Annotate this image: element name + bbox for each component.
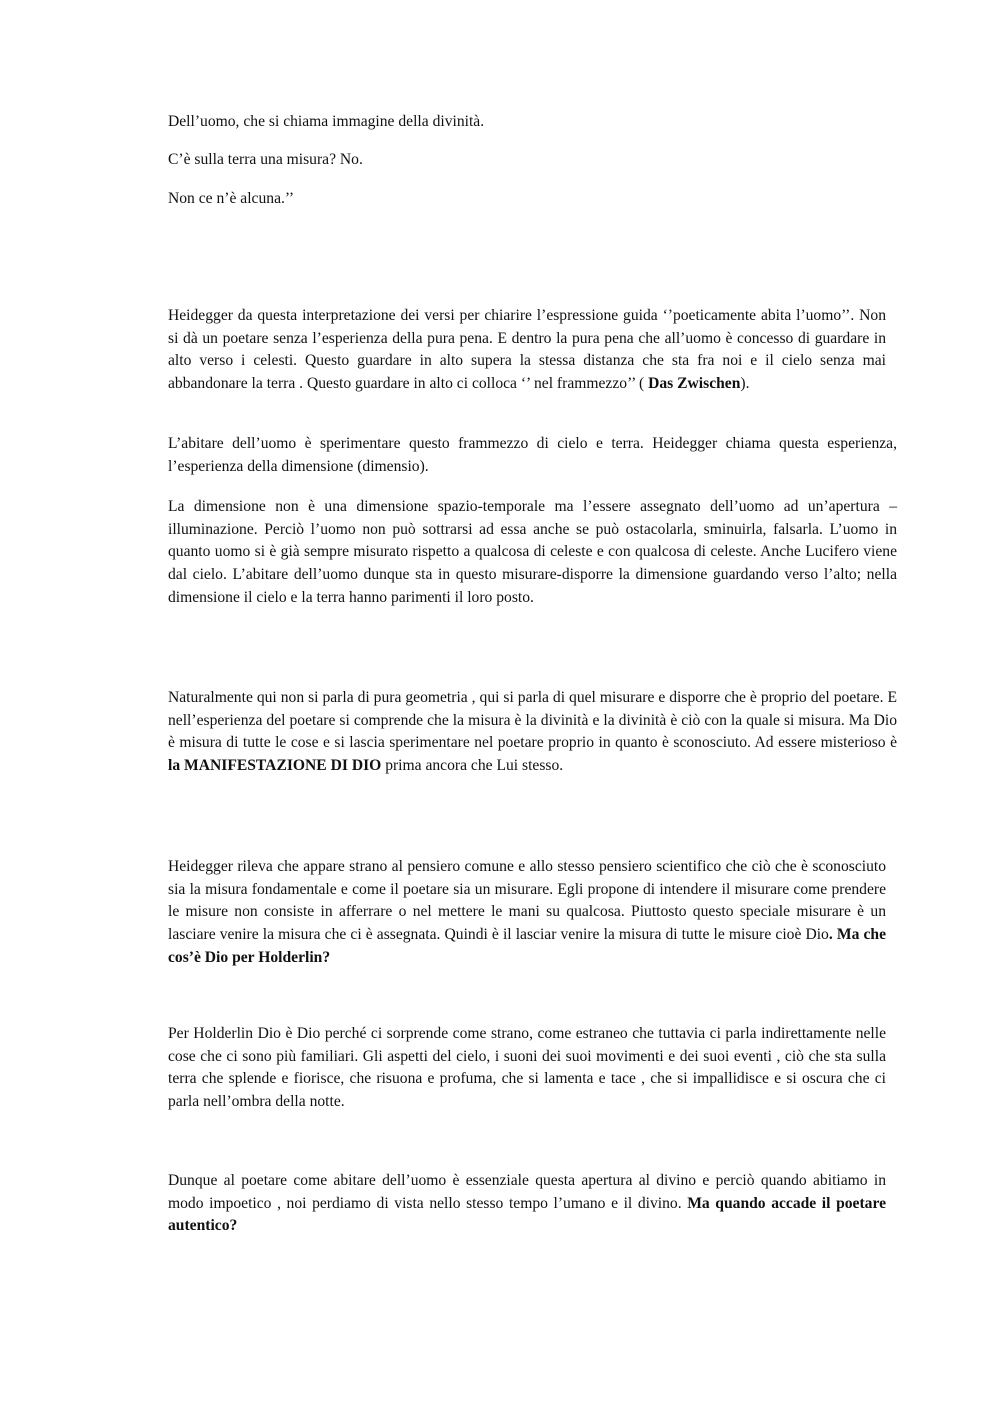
paragraph-5-text: Heidegger rileva che appare strano al pensiero comune e allo stesso pensiero scientifico che ciò che è sconosciuto sia la misura fondamentale e come il poetare sia un misurare. Egli propone di intendere il misurare come prendere le misure non consiste in afferrare o nel mettere le mani su qualcosa. Piuttosto questo speciale misurare è un lasciare venire la misura che ci è assegnata. Quindi è il lasciar venire la misura di tutte le misure cioè Dio: [168, 858, 886, 944]
paragraph-2: [168, 433, 897, 478]
quote-line-2: C’è sulla terra una misura? No.: [168, 151, 363, 168]
paragraph-4-tail: prima ancora che Lui stesso.: [381, 757, 564, 775]
paragraph-4-bold: la MANIFESTAZIONE DI DIO: [168, 757, 382, 775]
paragraph-5-bold: . Ma che cos’è Dio per Holderlin?: [168, 926, 886, 966]
paragraph-7: [168, 1170, 886, 1238]
paragraph-6: [168, 1023, 886, 1114]
paragraph-4: [168, 687, 897, 778]
paragraph-3: [168, 496, 897, 610]
paragraph-7-bold: Ma quando accade il poetare autentico?: [168, 1194, 887, 1235]
paragraph-5: [168, 856, 886, 970]
quote-line-3: Non ce n’è alcuna.’’: [168, 190, 295, 207]
paragraph-1-tail: ).: [740, 375, 750, 393]
paragraph-7-text: Dunque al poetare come abitare dell’uomo è essenziale questa apertura al divino e perciò quando abitiamo in modo impoetico , noi perdiamo di vista nello stesso tempo l’umano e il divino.: [168, 1172, 886, 1212]
paragraph-3-text: La dimensione non è una dimensione spazio-temporale ma l’essere assegnato dell’uomo ad un’apertura –illuminazione. Perciò l’uomo non può sottrarsi ad essa anche se può ostacolarla, sminuirla, falsarla. L’uomo in quanto uomo si è già sempre misurato rispetto a qualcosa di celeste e con qualcosa di celeste. Anche Lucifero viene dal cielo. L’abitare dell’uomo dunque sta in questo misurare-disporre la dimensione guardando verso l’alto; nella dimensione il cielo e la terra hanno parimenti il loro posto.: [168, 498, 897, 606]
paragraph-1-bold: Das Zwischen: [648, 375, 741, 393]
paragraph-1: [168, 305, 886, 396]
paragraph-1-text: Heidegger da questa interpretazione dei versi per chiarire l’espressione guida ‘’poeticamente abita l’uomo’’. Non si dà un poetare senza l’esperienza della pura pena. E dentro la pura pena che all’uomo è concesso di guardare in alto verso i celesti. Questo guardare in alto supera la stessa distanza che sta fra noi e il cielo senza mai abbandonare la terra . Questo guardare in alto ci colloca ‘’ nel frammezzo’’ (: [168, 307, 886, 393]
paragraph-2-text: L’abitare dell’uomo è sperimentare questo frammezzo di cielo e terra. Heidegger chiama questa esperienza, l’esperienza della dimensione (dimensio).: [168, 435, 897, 475]
paragraph-6-text: Per Holderlin Dio è Dio perché ci sorprende come strano, come estraneo che tuttavia ci parla indirettamente nelle cose che ci sono più familiari. Gli aspetti del cielo, i suoni dei suoi movimenti e dei suoi eventi , ciò che sta sulla terra che splende e fiorisce, che risuona e profuma, che si lamenta e tace , che si impallidisce e si oscura che ci parla nell’ombra della notte.: [168, 1025, 886, 1111]
paragraph-4-text: Naturalmente qui non si parla di pura geometria , qui si parla di quel misurare e disporre che è proprio del poetare. E nell’esperienza del poetare si comprende che la misura è la divinità e la divinità è ciò con la quale si misura. Ma Dio è misura di tutte le cose e si lascia sperimentare nel poetare proprio in quanto è sconosciuto. Ad essere misterioso è: [168, 689, 897, 752]
quote-line-1: Dell’uomo, che si chiama immagine della divinità.: [168, 113, 485, 130]
